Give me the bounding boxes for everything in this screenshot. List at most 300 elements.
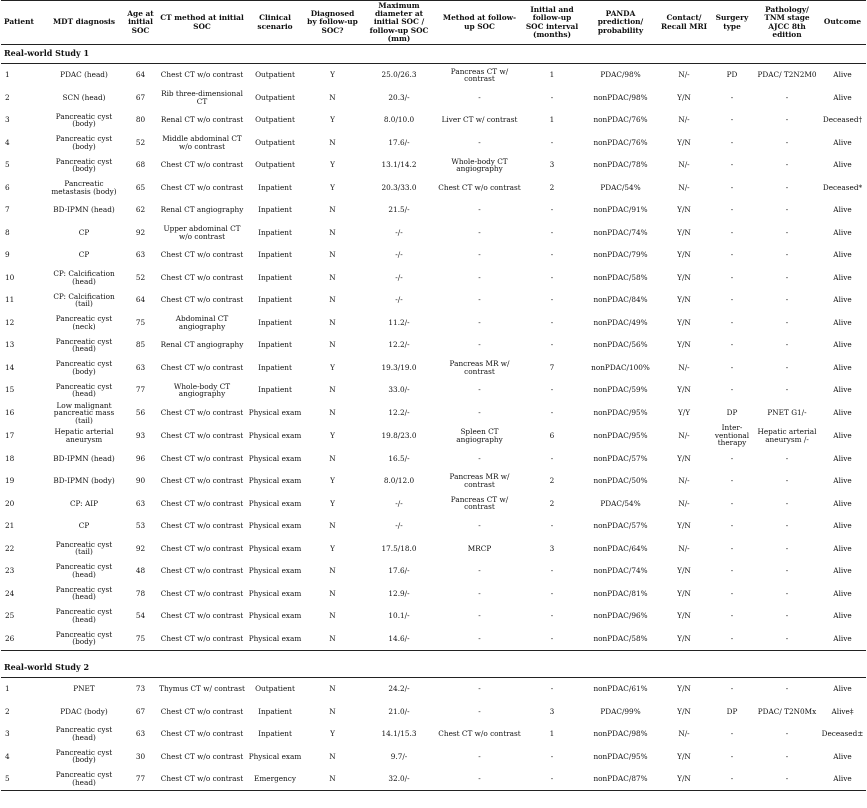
cell-panda-prediction: nonPDAC/57% [593,453,648,463]
cell-max-diameter: 24.2/- [388,684,410,694]
cell-surgery-type: - [730,272,734,282]
cell-age: 64 [135,70,146,80]
cell-mdt-diagnosis: CP: Calcification (head) [53,269,115,286]
cell-outcome: Alive [833,205,852,215]
cell-interval: 2 [549,498,555,508]
cell-panda-prediction: nonPDAC/95% [593,751,648,761]
cell-clinical-scenario: Physical exam [248,453,302,463]
cell-max-diameter: 21.0/- [388,706,410,716]
cell-clinical-scenario: Outpatient [255,92,295,102]
cell-max-diameter: 12.2/- [388,408,410,418]
cell-age: 62 [135,205,146,215]
table-row [1,402,866,425]
cell-clinical-scenario: Inpatient [258,340,292,350]
cell-diagnosed-follow-up: N [329,611,336,621]
cell-panda-prediction: PDAC/54% [600,182,641,192]
cell-patient: 4 [5,137,10,147]
cell-age: 67 [135,92,146,102]
cell-surgery-type: - [730,160,734,170]
table-row [1,222,866,245]
cell-diagnosed-follow-up: Y [330,476,335,486]
cell-contact-mri: Y/N [677,92,691,102]
cell-outcome: Deceased† [822,115,863,125]
cell-outcome: Alive [833,362,852,372]
cell-surgery-type: - [730,566,734,576]
cell-patient: 16 [5,408,15,418]
cell-patient: 12 [5,317,15,327]
cell-contact-mri: Y/N [677,250,691,260]
cell-contact-mri: Y/N [677,137,691,147]
cell-contact-mri: Y/N [677,272,691,282]
col-header-age: Age at initial SOC [123,1,158,45]
cell-panda-prediction: nonPDAC/76% [593,115,648,125]
cell-ct-method: Renal CT w/o contrast [160,115,244,125]
cell-follow-up-method: - [478,205,481,215]
cell-age: 67 [135,706,146,716]
cell-patient: 13 [5,340,15,350]
cell-surgery-type: - [730,729,734,739]
table-row [1,745,866,768]
cell-patient: 7 [5,205,10,215]
cell-ct-method: Chest CT w/o contrast [160,498,244,508]
cell-age: 68 [135,160,146,170]
cell-interval: - [550,611,554,621]
cell-panda-prediction: nonPDAC/74% [593,227,648,237]
cell-diagnosed-follow-up: Y [330,115,335,125]
cell-contact-mri: N/- [678,476,690,486]
cell-contact-mri: Y/Y [677,408,691,418]
cell-contact-mri: Y/N [677,340,691,350]
cell-interval: - [550,385,554,395]
table-row [1,470,866,493]
cell-ct-method: Chest CT w/o contrast [160,566,244,576]
cell-clinical-scenario: Inpatient [258,706,292,716]
cell-follow-up-method: - [437,768,522,791]
cell-max-diameter: 17.5/18.0 [381,543,417,553]
col-header-outcome: Outcome [819,1,866,45]
cell-diagnosed-follow-up: Y [330,70,335,80]
cell-diagnosed-follow-up: N [329,317,336,327]
study-title: Real-world Study 2 [1,659,866,678]
cell-panda-prediction: PDAC/99% [600,706,641,716]
cell-panda-prediction: nonPDAC/87% [582,768,659,791]
cell-clinical-scenario: Emergency [246,768,304,791]
cell-max-diameter: 8.0/12.0 [383,476,415,486]
cell-surgery-type: Inter-ventional therapy [714,423,750,448]
cell-age: 52 [135,137,146,147]
cell-pathology: - [785,227,789,237]
cell-max-diameter: 9.7/- [390,751,408,761]
cell-pathology: - [785,92,789,102]
cell-interval: 3 [549,543,555,553]
cell-ct-method: Renal CT angiography [160,340,244,350]
cell-contact-mri: Y/N [677,227,691,237]
cell-mdt-diagnosis: Pancreatic cyst (body) [55,359,113,376]
cell-clinical-scenario: Inpatient [258,317,292,327]
cell-follow-up-method: - [478,137,481,147]
cell-mdt-diagnosis: CP [78,227,90,237]
cell-patient: 26 [1,627,45,650]
table-row [1,768,866,791]
cell-mdt-diagnosis: Pancreatic cyst (head) [55,607,113,624]
cell-max-diameter: 17.6/- [388,566,410,576]
cell-contact-mri: N/- [678,498,690,508]
cell-ct-method: Chest CT w/o contrast [160,430,244,440]
cell-follow-up-method: Pancreas CT w/ contrast [450,494,509,512]
cell-patient: 5 [1,768,45,791]
cell-follow-up-method: - [478,611,481,621]
cell-interval: - [550,317,554,327]
cell-mdt-diagnosis: BD-IPMN (head) [53,453,115,463]
cell-diagnosed-follow-up: N [329,272,336,282]
cell-contact-mri: Y/N [659,768,709,791]
table-row [1,199,866,222]
cell-follow-up-method: Chest CT w/o contrast [438,182,521,192]
cell-pathology: - [785,588,789,598]
table-row [1,627,866,650]
cell-follow-up-method: - [478,706,481,716]
table-row [1,154,866,177]
cell-follow-up-method: MRCP [467,543,492,553]
table-row [1,582,866,605]
cell-interval: - [550,588,554,598]
cell-surgery-type: - [730,205,734,215]
cell-mdt-diagnosis: Pancreatic cyst (head) [55,562,113,579]
cell-age: 93 [135,430,146,440]
cell-contact-mri: N/- [678,729,690,739]
cell-interval: 1 [549,70,555,80]
cell-surgery-type: DP [726,408,738,418]
cell-surgery-type: - [730,250,734,260]
cell-pathology: - [785,272,789,282]
cell-panda-prediction: nonPDAC/78% [593,160,648,170]
cell-patient: 5 [5,160,10,170]
cell-age: 48 [135,566,146,576]
cell-diagnosed-follow-up: Y [330,182,335,192]
cell-ct-method: Chest CT w/o contrast [160,751,244,761]
table-row [1,537,866,560]
cell-diagnosed-follow-up: N [329,340,336,350]
cell-interval: - [550,340,554,350]
cell-contact-mri: N/- [678,115,690,125]
cell-interval: - [550,137,554,147]
table-row [1,447,866,470]
cell-age: 77 [135,385,146,395]
cell-mdt-diagnosis: CP [78,521,90,531]
cell-contact-mri: Y/N [677,205,691,215]
cell-surgery-type: DP [726,706,738,716]
cell-interval: 1 [549,729,555,739]
cell-panda-prediction: nonPDAC/79% [593,250,648,260]
cell-outcome: Alive [833,408,852,418]
table-row [1,289,866,312]
cell-max-diameter: -/- [395,498,403,508]
cell-mdt-diagnosis: PNET [73,684,95,694]
cell-follow-up-method: Spleen CT angiography [456,427,503,444]
cell-max-diameter: 8.0/10.0 [383,115,415,125]
cell-mdt-diagnosis: Pancreatic cyst (tail) [55,539,113,557]
cell-pathology: - [785,205,789,215]
cell-patient: 10 [5,272,15,282]
cell-patient: 3 [5,729,10,739]
cell-max-diameter: 19.3/19.0 [381,362,417,372]
table-row [1,334,866,357]
cell-patient: 6 [5,182,10,192]
cell-surgery-type: - [730,317,734,327]
cell-panda-prediction: nonPDAC/95% [593,430,648,440]
cell-contact-mri: Y/N [677,611,691,621]
cell-panda-prediction: PDAC/54% [600,498,641,508]
cell-follow-up-method: - [478,385,481,395]
cell-surgery-type: - [730,453,734,463]
cell-pathology: - [785,250,789,260]
cell-follow-up-method: - [478,317,481,327]
cell-clinical-scenario: Inpatient [258,362,292,372]
table-row [1,677,866,700]
cell-follow-up-method: - [478,684,481,694]
cell-clinical-scenario: Inpatient [258,272,292,282]
cell-max-diameter: 21.5/- [388,205,410,215]
col-header-follow-up-method: Method at follow-up SOC [437,1,522,45]
cell-interval: - [550,521,554,531]
cell-ct-method: Chest CT w/o contrast [160,729,244,739]
cell-follow-up-method: - [478,227,481,237]
study-section-header [1,659,866,678]
cell-diagnosed-follow-up: Y [330,729,335,739]
cell-follow-up-method: - [478,250,481,260]
cell-max-diameter: -/- [395,250,403,260]
cell-outcome: Alive [833,566,852,576]
col-header-ct-method: CT method at initial SOC [158,1,246,45]
cell-surgery-type: - [730,543,734,553]
cell-clinical-scenario: Physical exam [248,430,302,440]
cell-clinical-scenario: Inpatient [258,385,292,395]
cell-diagnosed-follow-up: N [329,566,336,576]
cell-pathology: - [785,362,789,372]
cell-interval: 6 [549,430,555,440]
cell-surgery-type: - [730,295,734,305]
cell-diagnosed-follow-up: N [304,627,361,650]
cell-follow-up-method: - [478,751,481,761]
table-row [1,64,866,87]
cell-pathology: PDAC/ T2N0Mx [757,706,817,716]
cell-max-diameter: 17.6/- [388,137,410,147]
cell-surgery-type: - [730,362,734,372]
section-spacer [1,650,866,659]
cell-surgery-type: PD [726,70,738,80]
cell-age: 92 [135,227,146,237]
cell-ct-method: Chest CT w/o contrast [158,627,246,650]
cell-contact-mri: Y/N [677,706,691,716]
cell-clinical-scenario: Outpatient [255,115,295,125]
cell-follow-up-method: - [478,340,481,350]
cell-follow-up-method: Liver CT w/ contrast [441,115,518,125]
cell-panda-prediction: nonPDAC/59% [593,385,648,395]
cell-diagnosed-follow-up: N [329,751,336,761]
cell-diagnosed-follow-up: Y [330,498,335,508]
cell-mdt-diagnosis: Pancreatic cyst (neck) [55,314,113,331]
cell-patient: 2 [5,92,10,102]
cell-patient: 11 [5,295,15,305]
cell-age: 85 [135,340,146,350]
cell-clinical-scenario: Outpatient [255,684,295,694]
cell-mdt-diagnosis: Pancreatic cyst (head) [55,381,113,399]
cell-interval: 2 [549,476,555,486]
cell-clinical-scenario: Outpatient [255,160,295,170]
cell-interval: - [550,684,554,694]
cell-patient: 14 [5,362,15,372]
cell-diagnosed-follow-up: N [304,768,361,791]
col-header-contact-mri: Contact/ Recall MRI [659,1,709,45]
cell-pathology: - [785,476,789,486]
cell-surgery-type: - [730,115,734,125]
cell-panda-prediction: nonPDAC/56% [593,340,648,350]
cell-outcome: Alive [833,160,852,170]
table-row [1,244,866,267]
cell-surgery-type: - [730,137,734,147]
table-row [1,267,866,290]
cell-ct-method: Chest CT w/o contrast [160,543,244,553]
cell-diagnosed-follow-up: N [329,205,336,215]
cell-max-diameter: 16.5/- [388,453,410,463]
cell-contact-mri: N/- [678,182,690,192]
cell-patient: 2 [5,706,10,716]
cell-mdt-diagnosis: Pancreatic cyst (body) [55,134,113,151]
cell-age: 63 [135,250,146,260]
cell-patient: 20 [5,498,15,508]
cell-surgery-type: - [730,227,734,237]
cell-panda-prediction: nonPDAC/58% [593,272,648,282]
cell-patient: 8 [5,227,10,237]
cell-mdt-diagnosis: Pancreatic cyst (body) [55,747,113,765]
cell-patient: 21 [5,521,15,531]
cell-outcome: Alive [833,272,852,282]
table-row [1,87,866,110]
cell-clinical-scenario: Outpatient [255,70,295,80]
cell-panda-prediction: nonPDAC/98% [593,729,648,739]
cell-ct-method: Chest CT w/o contrast [160,521,244,531]
table-row [1,492,866,515]
cell-diagnosed-follow-up: N [329,92,336,102]
cell-diagnosed-follow-up: N [329,684,336,694]
cell-age: 63 [135,729,146,739]
cell-max-diameter: 20.3/33.0 [381,182,417,192]
cell-max-diameter: -/- [395,521,403,531]
cell-follow-up-method: Whole-body CT angiography [451,156,508,174]
cell-ct-method: Chest CT w/o contrast [160,706,244,716]
cell-pathology: PNET G1/- [767,408,807,418]
table-row [1,312,866,335]
cell-outcome: Alive [833,385,852,395]
cell-contact-mri: Y/N [677,385,691,395]
cell-contact-mri: Y/N [677,317,691,327]
cell-outcome: Alive [833,250,852,260]
cell-outcome: Alive [833,588,852,598]
cell-patient: 1 [5,70,10,80]
cell-age: 56 [135,408,146,418]
cell-mdt-diagnosis: Pancreatic cyst (body) [55,156,113,174]
cell-interval: - [522,627,582,650]
cell-patient: 23 [5,566,15,576]
cell-panda-prediction: nonPDAC/50% [593,476,648,486]
cell-outcome: Alive [833,430,852,440]
cell-diagnosed-follow-up: N [329,227,336,237]
cell-patient: 3 [5,115,10,125]
cell-pathology: - [785,453,789,463]
cell-mdt-diagnosis: Pancreatic cyst (body) [55,111,113,129]
cell-age: 75 [135,317,146,327]
cell-age: 64 [135,295,146,305]
cell-interval: - [550,272,554,282]
cell-diagnosed-follow-up: N [329,521,336,531]
cell-age: 65 [135,182,146,192]
cell-clinical-scenario: Outpatient [255,137,295,147]
col-header-interval: Initial and follow-up SOC interval (months) [522,1,582,45]
cell-contact-mri: N/- [678,160,690,170]
cell-ct-method: Middle abdominal CT w/o contrast [162,134,242,151]
cell-ct-method: Rib three-dimensional CT [161,89,243,106]
cell-pathology: - [785,385,789,395]
cell-outcome: Deceased± [821,729,864,739]
cell-clinical-scenario: Inpatient [258,205,292,215]
col-header-mdt-diagnosis: MDT diagnosis [45,1,123,45]
table-row [1,515,866,538]
cell-mdt-diagnosis: Low malignant pancreatic mass (tail) [53,400,115,425]
table-row [1,379,866,402]
cell-clinical-scenario: Physical exam [248,611,302,621]
cell-follow-up-method: Pancreas MR w/ contrast [449,359,510,376]
cell-ct-method: Chest CT w/o contrast [160,453,244,463]
cell-interval: - [550,92,554,102]
cell-panda-prediction: nonPDAC/91% [593,205,648,215]
cell-mdt-diagnosis: PDAC (body) [60,706,108,716]
cell-patient: 17 [5,430,15,440]
cell-follow-up-method: - [478,588,481,598]
cell-diagnosed-follow-up: N [329,385,336,395]
col-header-surgery-type: Surgery type [709,1,755,45]
cell-outcome: Alive [833,317,852,327]
cell-interval: - [550,227,554,237]
cell-diagnosed-follow-up: N [329,453,336,463]
cell-panda-prediction: nonPDAC/95% [593,408,648,418]
cell-outcome: Alive [833,521,852,531]
cell-age: 63 [135,362,146,372]
cell-mdt-diagnosis: Pancreatic cyst (body) [45,627,123,650]
cell-clinical-scenario: Physical exam [248,543,302,553]
cell-max-diameter: 12.2/- [388,340,410,350]
cell-follow-up-method: Pancreas CT w/ contrast [450,66,509,84]
cell-contact-mri: Y/N [677,684,691,694]
cell-diagnosed-follow-up: Y [330,362,335,372]
cell-panda-prediction: nonPDAC/81% [593,588,648,598]
cell-surgery-type: - [730,385,734,395]
cell-interval: 3 [549,706,555,716]
cell-pathology: - [785,751,789,761]
cell-pathology: - [755,627,819,650]
cell-outcome: Deceased* [822,182,863,192]
cell-pathology: - [785,684,789,694]
cell-diagnosed-follow-up: N [329,137,336,147]
cell-max-diameter: 33.0/- [388,385,410,395]
cell-ct-method: Chest CT w/o contrast [160,362,244,372]
cell-interval: - [550,566,554,576]
table-row [1,424,866,447]
cell-panda-prediction: nonPDAC/100% [591,362,650,372]
cell-max-diameter: 11.2/- [388,317,410,327]
cell-contact-mri: N/- [678,430,690,440]
cell-clinical-scenario: Physical exam [246,627,304,650]
cell-interval: 1 [549,115,555,125]
